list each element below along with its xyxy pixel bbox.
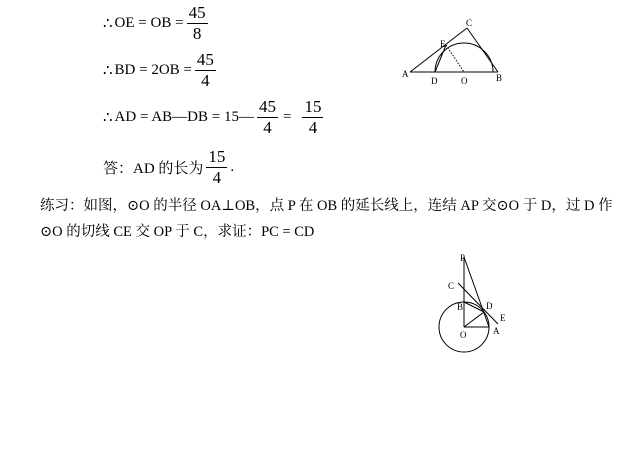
exercise-line-2: ⊙O 的切线 CE 交 OP 于 C，求证：PC = CD xyxy=(40,224,315,240)
period: . xyxy=(230,159,235,175)
label-c: C xyxy=(448,281,455,291)
label-p: P xyxy=(460,253,466,263)
therefore-symbol: ∴ xyxy=(103,16,113,32)
radius-od xyxy=(464,312,484,327)
answer-text: 答：AD 的长为 xyxy=(103,161,204,177)
label-b: B xyxy=(496,73,503,83)
figure-circle-tangent-diagram xyxy=(432,252,522,367)
label-b: B xyxy=(457,302,464,312)
figure-semicircle-diagram xyxy=(400,16,510,86)
step-ad xyxy=(103,97,326,138)
label-d: D xyxy=(486,301,493,311)
step-oe xyxy=(103,3,211,44)
fraction-numerator: 45 xyxy=(188,3,206,22)
fraction-numerator: 15 xyxy=(208,147,226,166)
fraction xyxy=(195,50,216,91)
fraction-denominator: 4 xyxy=(212,168,222,187)
fraction-numerator: 15 xyxy=(304,97,322,116)
label-a: A xyxy=(402,69,409,79)
exercise-line-1: 练习：如图，⊙O 的半径 OA⊥OB，点 P 在 OB 的延长线上，连结 AP 交⊙O 于 D，过 D 作 xyxy=(40,198,613,214)
step-bd xyxy=(103,50,219,91)
fraction-denominator: 4 xyxy=(201,71,210,90)
line-cb xyxy=(467,28,498,72)
fraction-numerator: 45 xyxy=(196,50,214,69)
answer-line xyxy=(103,147,234,188)
fraction-numerator: 45 xyxy=(258,97,276,116)
dashed-oe xyxy=(446,45,464,72)
therefore-symbol: ∴ xyxy=(103,63,113,79)
fraction-denominator: 4 xyxy=(263,118,272,137)
step-text: AD = AB—DB = 15— xyxy=(114,109,254,125)
line-pa xyxy=(464,257,489,327)
label-o: O xyxy=(461,76,468,86)
label-a: A xyxy=(493,326,500,336)
fraction xyxy=(302,97,323,138)
label-d: D xyxy=(431,76,438,86)
label-c: C xyxy=(466,18,473,28)
fraction xyxy=(187,3,208,44)
therefore-symbol: ∴ xyxy=(103,110,113,126)
fraction xyxy=(257,97,278,138)
step-text: OE = OB = xyxy=(114,15,184,31)
step-text: BD = 2OB = xyxy=(114,62,192,78)
label-e: E xyxy=(500,313,506,323)
equals-sign: = xyxy=(282,109,292,125)
line-ac xyxy=(410,28,467,72)
fraction-denominator: 8 xyxy=(192,24,202,43)
fraction-denominator: 4 xyxy=(308,118,318,137)
label-e: E xyxy=(440,39,446,49)
fraction xyxy=(206,147,227,188)
label-o: O xyxy=(460,330,467,340)
